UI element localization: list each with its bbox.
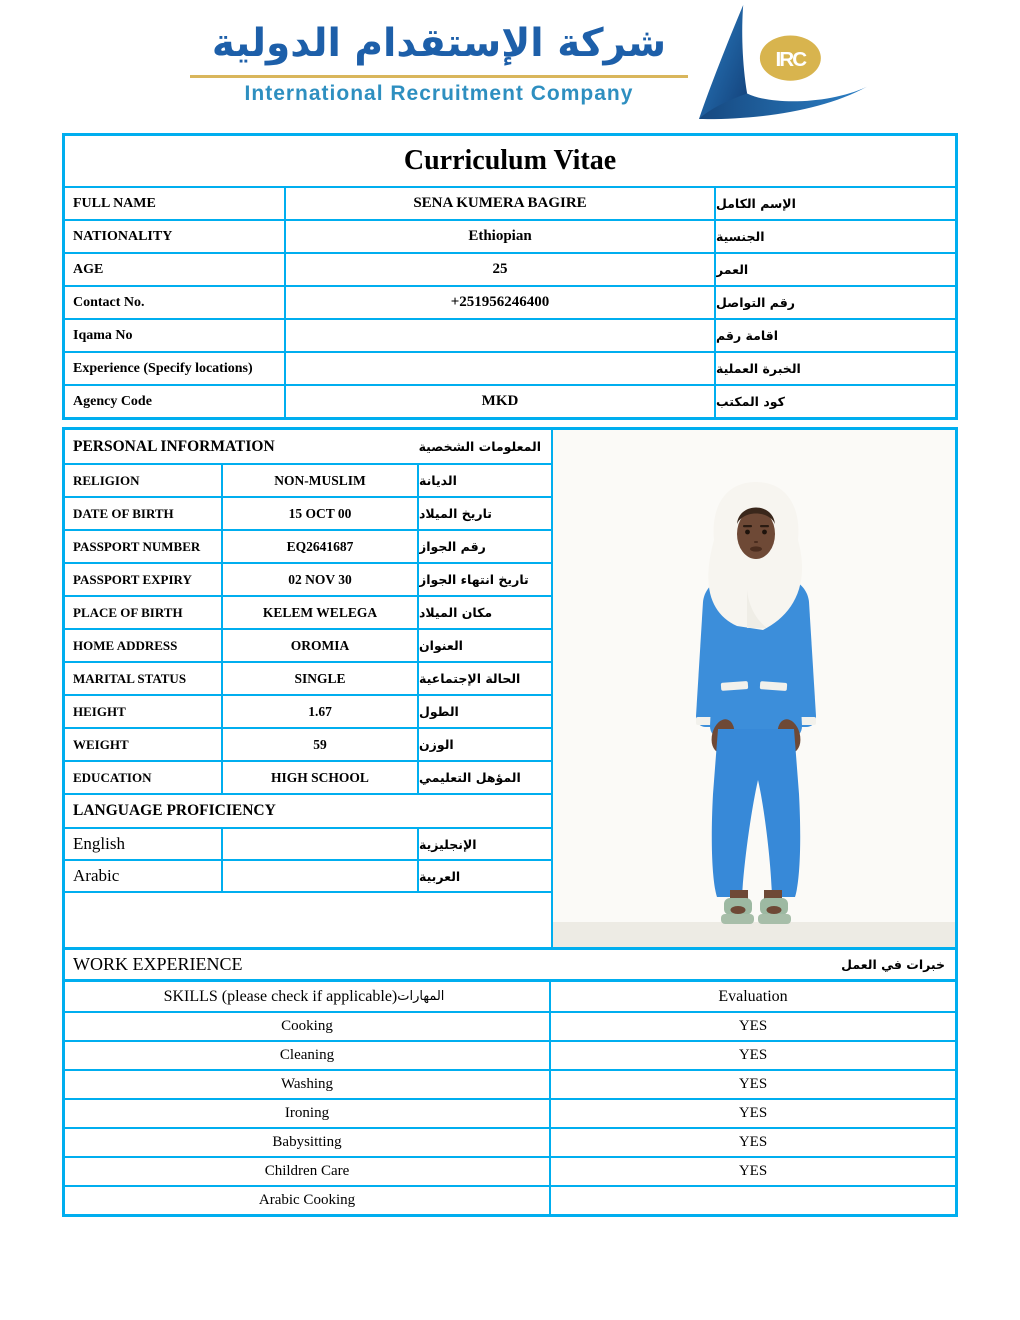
work-experience-title: WORK EXPERIENCE: [73, 954, 243, 974]
english-label-arabic: الإنجليزية: [419, 836, 477, 852]
skills-table: [62, 982, 958, 1217]
experience-label: Experience (Specify locations): [65, 353, 286, 384]
passport-number-label-arabic: رقم الجواز: [419, 539, 486, 554]
home-address-label: HOME ADDRESS: [65, 630, 223, 661]
skill-row-ironing: [65, 1100, 955, 1129]
age-label-arabic: العمر: [716, 262, 749, 277]
agency-code-value: MKD: [286, 386, 716, 417]
skill-evaluation: YES: [738, 1163, 768, 1179]
height-label: HEIGHT: [65, 696, 223, 727]
arabic-value: [223, 861, 419, 891]
skill-evaluation: [551, 1187, 955, 1214]
skill-evaluation: YES: [738, 1018, 768, 1034]
table-row-arabic: [65, 861, 551, 893]
table-row-english: [65, 829, 551, 861]
table-row-passport-number: [65, 531, 551, 564]
skill-name: Babysitting: [65, 1129, 551, 1156]
marital-status-label: MARITAL STATUS: [65, 663, 223, 694]
skill-row-washing: [65, 1071, 955, 1100]
table-row-home-address: [65, 630, 551, 663]
place-of-birth-label: PLACE OF BIRTH: [65, 597, 223, 628]
personal-information-title-arabic: المعلومات الشخصية: [418, 439, 541, 454]
full-name-value: SENA KUMERA BAGIRE: [286, 188, 716, 219]
table-row-age: [65, 254, 955, 287]
skills-header-text: SKILLS (please check if applicable): [163, 987, 398, 1005]
applicant-photo: [553, 430, 955, 947]
work-experience-title-arabic: خبرات في العمل: [841, 957, 945, 972]
nationality-value: Ethiopian: [286, 221, 716, 252]
iqama-no-value: [286, 320, 716, 351]
empty-cell: [65, 893, 551, 947]
date-of-birth-label: DATE OF BIRTH: [65, 498, 223, 529]
skill-row-babysitting: [65, 1129, 955, 1158]
home-address-value: OROMIA: [223, 630, 419, 661]
table-row-religion: [65, 465, 551, 498]
table-row-nationality: [65, 221, 955, 254]
contact-no-label: Contact No.: [65, 287, 286, 318]
iqama-no-label: Iqama No: [65, 320, 286, 351]
home-address-label-arabic: العنوان: [419, 638, 463, 653]
place-of-birth-value: KELEM WELEGA: [223, 597, 419, 628]
passport-number-value: EQ2641687: [223, 531, 419, 562]
table-row-passport-expiry: [65, 564, 551, 597]
skill-row-cooking: [65, 1013, 955, 1042]
company-name-arabic: شركة الإستقدام الدولية: [211, 21, 667, 66]
contact-no-value: +251956246400: [286, 287, 716, 318]
weight-label: WEIGHT: [65, 729, 223, 760]
skills-header-arabic: المهارات: [397, 989, 445, 1004]
experience-label-arabic: الخبرة العملية: [716, 361, 801, 376]
iqama-no-label-arabic: اقامة رقم: [716, 328, 779, 343]
company-name-english: International Recruitment Company: [244, 82, 634, 106]
skill-row-children-care: [65, 1158, 955, 1187]
experience-value: [286, 353, 716, 384]
table-row-iqama-no: [65, 320, 955, 353]
cv-summary-table: [62, 133, 958, 420]
skill-evaluation: YES: [738, 1105, 768, 1121]
passport-expiry-value: 02 NOV 30: [223, 564, 419, 595]
height-label-arabic: الطول: [419, 704, 459, 719]
skill-name: Children Care: [65, 1158, 551, 1185]
company-brand: [188, 14, 690, 106]
age-label: AGE: [65, 254, 286, 285]
skill-row-arabic-cooking: [65, 1187, 955, 1214]
table-row-height: [65, 696, 551, 729]
age-value: 25: [286, 254, 716, 285]
skill-evaluation: YES: [738, 1134, 768, 1150]
full-name-label-arabic: الإسم الكامل: [716, 196, 796, 211]
table-row-marital-status: [65, 663, 551, 696]
applicant-photo-illustration: [553, 430, 955, 947]
passport-number-label: PASSPORT NUMBER: [65, 531, 223, 562]
personal-information-section: [62, 427, 958, 950]
english-label: English: [65, 829, 223, 859]
table-row-experience: [65, 353, 955, 386]
company-logo-icon: [697, 2, 869, 124]
skill-name: Cleaning: [65, 1042, 551, 1069]
nationality-label-arabic: الجنسية: [716, 229, 765, 244]
education-label: EDUCATION: [65, 762, 223, 793]
full-name-label: FULL NAME: [65, 188, 286, 219]
marital-status-value: SINGLE: [223, 663, 419, 694]
religion-label: RELIGION: [65, 465, 223, 496]
personal-information-header: [65, 430, 551, 465]
table-row-contact-no: [65, 287, 955, 320]
work-experience-header: [62, 950, 958, 982]
personal-information-title: PERSONAL INFORMATION: [73, 437, 275, 455]
passport-expiry-label: PASSPORT EXPIRY: [65, 564, 223, 595]
contact-no-label-arabic: رقم التواصل: [716, 295, 795, 310]
skill-name: Arabic Cooking: [65, 1187, 551, 1214]
weight-value: 59: [223, 729, 419, 760]
skills-header-row: [65, 982, 955, 1013]
religion-label-arabic: الديانة: [419, 473, 457, 488]
personal-information-table: [65, 430, 553, 947]
passport-expiry-label-arabic: تاريخ انتهاء الجواز: [419, 572, 529, 587]
cv-title: Curriculum Vitae: [65, 136, 955, 188]
weight-label-arabic: الوزن: [419, 737, 454, 752]
arabic-label: Arabic: [65, 861, 223, 891]
agency-code-label: Agency Code: [65, 386, 286, 417]
marital-status-label-arabic: الحالة الإجتماعية: [419, 671, 521, 686]
logo-text: IRC: [775, 47, 806, 71]
table-row-date-of-birth: [65, 498, 551, 531]
english-value: [223, 829, 419, 859]
skill-evaluation: YES: [738, 1047, 768, 1063]
date-of-birth-value: 15 OCT 00: [223, 498, 419, 529]
skill-evaluation: YES: [738, 1076, 768, 1092]
brand-gold-divider: [190, 75, 688, 78]
table-row-weight: [65, 729, 551, 762]
table-row-agency-code: [65, 386, 955, 417]
evaluation-column-header: Evaluation: [718, 987, 788, 1005]
place-of-birth-label-arabic: مكان الميلاد: [419, 605, 493, 620]
nationality-label: NATIONALITY: [65, 221, 286, 252]
skill-row-cleaning: [65, 1042, 955, 1071]
table-row-full-name: [65, 188, 955, 221]
date-of-birth-label-arabic: تاريخ الميلاد: [419, 506, 493, 521]
language-proficiency-header: LANGUAGE PROFICIENCY: [65, 795, 551, 829]
skills-column-header: [65, 982, 551, 1011]
agency-code-label-arabic: كود المكتب: [716, 394, 785, 409]
table-row-place-of-birth: [65, 597, 551, 630]
skill-name: Cooking: [65, 1013, 551, 1040]
religion-value: NON-MUSLIM: [223, 465, 419, 496]
table-row-education: [65, 762, 551, 795]
height-value: 1.67: [223, 696, 419, 727]
arabic-label-arabic: العربية: [419, 868, 461, 884]
skill-name: Washing: [65, 1071, 551, 1098]
skill-name: Ironing: [65, 1100, 551, 1127]
education-label-arabic: المؤهل التعليمي: [419, 770, 521, 785]
education-value: HIGH SCHOOL: [223, 762, 419, 793]
